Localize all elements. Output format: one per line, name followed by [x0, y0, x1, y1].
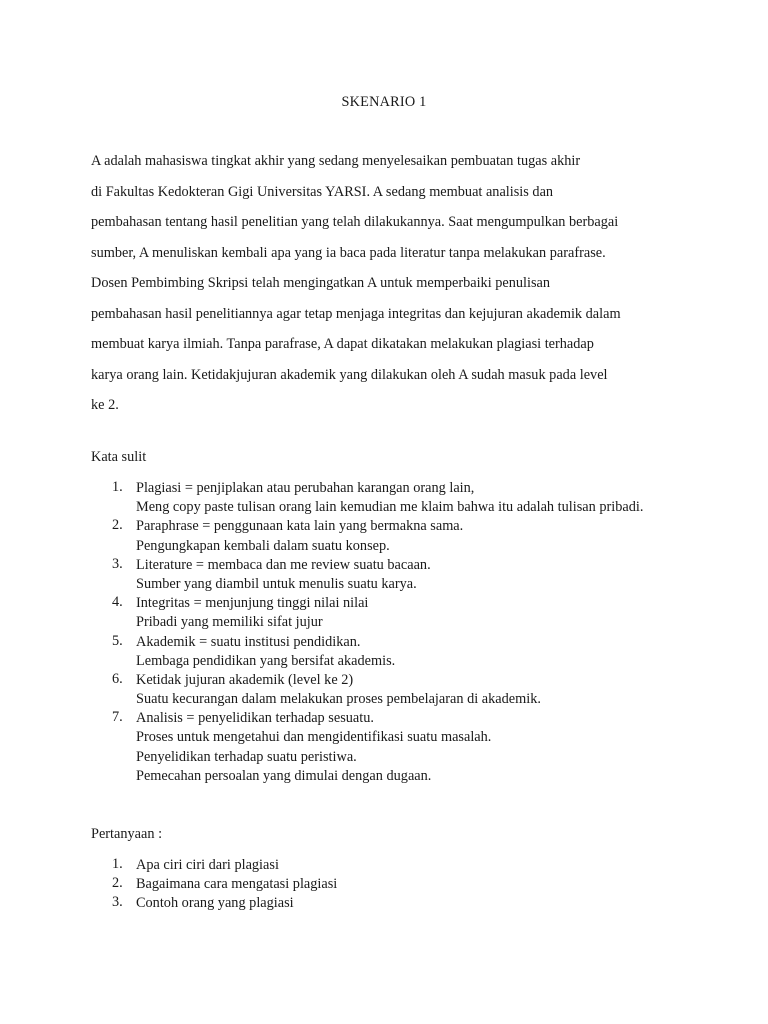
document-title: SKENARIO 1: [341, 94, 427, 110]
paragraph-line: pembahasan tentang hasil penelitian yang telah dilakukannya. Saat mengumpulkan berbagai: [91, 214, 619, 230]
list-line: Literature = membaca dan me review suatu bacaan.: [136, 556, 431, 573]
paragraph-line: Dosen Pembimbing Skripsi telah mengingatkan A untuk memperbaiki penulisan: [91, 275, 551, 291]
list-number: 1.: [112, 479, 123, 495]
list-number: 3.: [112, 555, 123, 572]
list-line: Meng copy paste tulisan orang lain kemudian me klaim bahwa itu adalah tulisan pribadi.: [136, 499, 644, 516]
pertanyaan-heading: Pertanyaan :: [91, 826, 163, 842]
paragraph-line: A adalah mahasiswa tingkat akhir yang sedang menyelesaikan pembuatan tugas akhir: [91, 153, 581, 169]
list-line: Paraphrase = penggunaan kata lain yang bermakna sama.: [136, 518, 464, 535]
list-line: Lembaga pendidikan yang bersifat akademis.: [136, 652, 396, 669]
list-number: 4.: [112, 594, 123, 611]
list-item: [91, 479, 711, 517]
list-line: Plagiasi = penjiplakan atau perubahan karangan orang lain,: [136, 480, 475, 496]
list-item: [91, 671, 711, 709]
list-line: Pengungkapan kembali dalam suatu konsep.: [136, 537, 390, 554]
list-line: Integritas = menjunjung tinggi nilai nilai: [136, 595, 369, 612]
list-item: [91, 633, 711, 671]
list-line: Ketidak jujuran akademik (level ke 2): [136, 671, 354, 688]
list-number: 2.: [112, 517, 123, 534]
list-item: [91, 709, 711, 786]
list-number: 6.: [112, 670, 123, 687]
list-line: Proses untuk mengetahui dan mengidentifikasi suatu masalah.: [136, 729, 492, 746]
kata-sulit-heading: Kata sulit: [91, 449, 147, 465]
list-line: Pemecahan persoalan yang dimulai dengan dugaan.: [136, 767, 432, 784]
list-line: Contoh orang yang plagiasi: [136, 895, 294, 912]
list-number: 7.: [112, 709, 123, 726]
list-line: Penyelidikan terhadap suatu peristiwa.: [136, 748, 357, 765]
list-number: 5.: [112, 632, 123, 649]
paragraph-line: sumber, A menuliskan kembali apa yang ia baca pada literatur tanpa melakukan parafrase.: [91, 244, 606, 261]
pertanyaan-list: [91, 856, 711, 914]
list-item: [91, 894, 711, 913]
list-line: Bagaimana cara mengatasi plagiasi: [136, 876, 338, 893]
kata-sulit-list: [91, 479, 711, 786]
list-line: Sumber yang diambil untuk menulis suatu karya.: [136, 575, 417, 592]
list-item: [91, 556, 711, 594]
paragraph-line: di Fakultas Kedokteran Gigi Universitas YARSI. A sedang membuat analisis dan: [91, 183, 554, 200]
paragraph-line: pembahasan hasil penelitiannya agar tetap menjaga integritas dan kejujuran akademik dalam: [91, 305, 621, 322]
list-line: Akademik = suatu institusi pendidikan.: [136, 633, 361, 650]
list-line: Pribadi yang memiliki sifat jujur: [136, 614, 323, 631]
list-item: [91, 856, 711, 875]
list-number: 1.: [112, 856, 123, 872]
list-item: [91, 875, 711, 894]
list-line: Apa ciri ciri dari plagiasi: [136, 857, 279, 873]
list-item: [91, 594, 711, 632]
paragraph-line: membuat karya ilmiah. Tanpa parafrase, A dapat dikatakan melakukan plagiasi terhadap: [91, 336, 594, 352]
paragraph-line: karya orang lain. Ketidakjujuran akademik yang dilakukan oleh A sudah masuk pada level: [91, 366, 608, 383]
list-number: 3.: [112, 894, 123, 911]
list-line: Analisis = penyelidikan terhadap sesuatu.: [136, 710, 374, 727]
list-line: Suatu kecurangan dalam melakukan proses pembelajaran di akademik.: [136, 691, 541, 708]
list-item: [91, 517, 711, 555]
scenario-paragraph: [91, 151, 681, 426]
list-number: 2.: [112, 875, 123, 892]
paragraph-line: ke 2.: [91, 397, 119, 413]
